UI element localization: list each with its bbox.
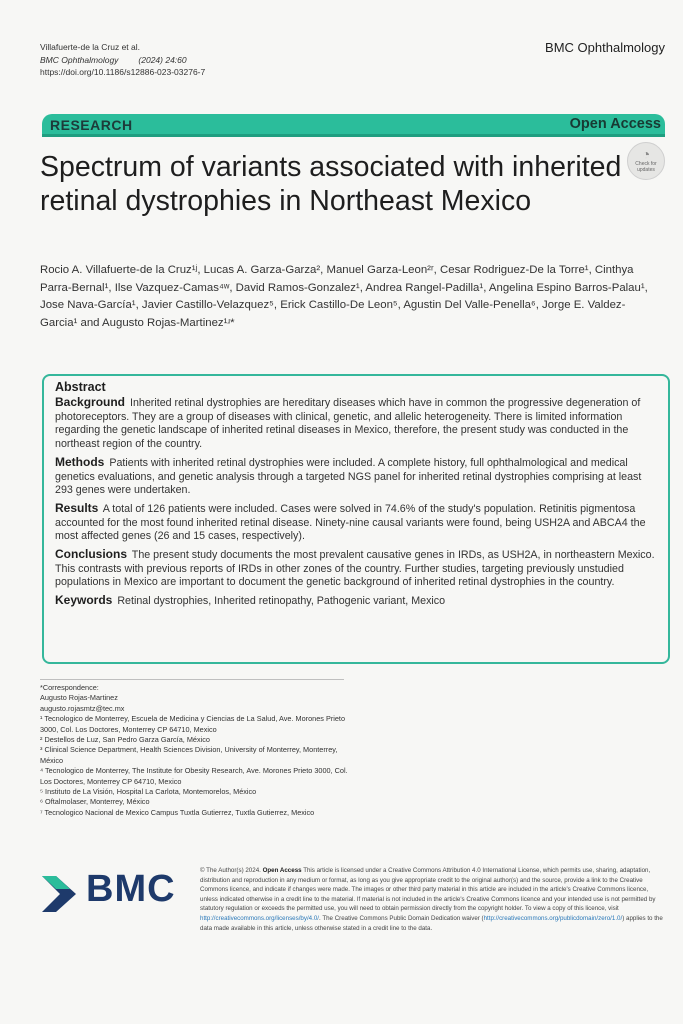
license-mid: . The Creative Commons Public Domain Dedication waiver (	[319, 914, 484, 922]
citation-authors: Villafuerte-de la Cruz et al.	[40, 42, 141, 52]
abstract-heading: Abstract	[55, 380, 106, 394]
section-label: Results	[55, 500, 99, 515]
check-updates-line1: Check for	[635, 161, 657, 167]
journal-brand: BMC Ophthalmology	[545, 40, 665, 55]
article-type-band	[42, 114, 665, 137]
section-text: Inherited retinal dystrophies are hereditary diseases which have in common the progressive degeneration of photoreceptors. They are a group of diseases with clinical, genetic, and allelic heterogeneity. There is limited information regarding the genetic landscape of inherited retinal diseases in Mexico, therefore, the present study was conducted in the northeast region of the country.	[55, 397, 641, 451]
abstract-results	[55, 502, 657, 544]
license-end: ) applies to the data made available in this article, unless otherwise stated in a credit line to the data.	[200, 914, 663, 932]
license-link-cc-by[interactable]: http://creativecommons.org/licenses/by/4.0/	[200, 914, 319, 922]
section-label: Conclusions	[55, 547, 128, 562]
section-label: Keywords	[55, 593, 113, 608]
footnote-divider	[40, 679, 344, 680]
footnote-line: ⁵ Instituto de La Visión, Hospital La Carlota, Montemorelos, México	[40, 787, 257, 797]
footnote-line: *Correspondence:	[40, 683, 99, 692]
license-prefix: © The Author(s) 2024.	[200, 867, 261, 874]
license-open-access: Open Access	[262, 867, 302, 874]
open-access-label: Open Access	[569, 116, 661, 132]
footnote-line: ² Destellos de Luz, San Pedro Garza García, México	[40, 735, 210, 745]
license-text	[200, 866, 664, 933]
citation-volume: (2024) 24:60	[138, 54, 187, 65]
section-text: A total of 126 patients were included. Cases were solved in 74.6% of the study's population. Retinitis pigmentosa accounted for the most found inherited retinal disease. Ninety-nine causal variants were found, being USH2A and ABCA4 the most affected genes (26 and 15 cases, respectively).	[55, 502, 646, 543]
footnote-line: ⁴ Tecnologico de Monterrey, The Institute for Obesity Research, Ave. Morones Prieto 3000, Col. Los Doctores, Monterrey CP 64710, Mexico	[40, 766, 348, 786]
section-text: Patients with inherited retinal dystrophies were included. A complete history, full ophthalmological and medical genetics evaluations, and genetic analysis through a targeted NGS panel for inherited retinal dystrophies comprising at least 293 genes were undertaken.	[55, 456, 642, 497]
license-body: This article is licensed under a Creative Commons Attribution 4.0 International License, which permits use, sharing, adaptation, distribution and reproduction in any medium or format, as long as you give appropriate credit to the original author(s) and the source, provide a link to the Creative Commons licence, and indicate if changes were made. The images or other third party material in this article are included in the article's Creative Commons licence, unless indicated otherwise in a credit line to the material. If material is not included in the article's Creative Commons licence and your intended use is not permitted by statutory regulation or exceeds the permitted use, you will need to obtain permission directly from the copyright holder. To view a copy of this licence, visit	[200, 867, 656, 913]
footnote-line: ⁶ Oftalmolaser, Monterrey, México	[40, 797, 150, 807]
abstract-box	[42, 374, 670, 664]
footnote-line: Augusto Rojas-Martinez	[40, 693, 118, 703]
bmc-logo-text: BMC	[86, 868, 176, 910]
citation-header	[40, 41, 205, 79]
citation-journal: BMC Ophthalmology	[40, 54, 119, 65]
check-updates-icon: ◔	[641, 146, 651, 162]
section-label: Methods	[55, 454, 105, 469]
abstract-methods	[55, 456, 657, 498]
section-text: The present study documents the most prevalent causative genes in IRDs, as USH2A, in northeastern Mexico. This contrasts with previous reports of IRDs in other zones of the country. Further studies, targeting previously unstudied populations in Mexico are important to document the genetic background of inherited retinal dystrophies in the country.	[55, 549, 655, 589]
affiliations	[40, 683, 360, 818]
footnote-line: ⁷ Tecnologico Nacional de Mexico Campus Tuxtla Gutierrez, Tuxtla Gutierrez, Mexico	[40, 807, 315, 817]
check-for-updates-badge[interactable]	[627, 142, 665, 180]
footnote-line: ³ Clinical Science Department, Health Sciences Division, University of Monterrey, Monterrey, México	[40, 745, 338, 765]
check-updates-line2: updates	[637, 166, 655, 173]
section-label: Background	[55, 395, 126, 409]
section-text: Retinal dystrophies, Inherited retinopathy, Pathogenic variant, Mexico	[117, 595, 446, 608]
bmc-logo-icon	[42, 876, 76, 912]
abstract-background	[55, 396, 657, 452]
abstract-conclusions	[55, 548, 657, 590]
doi-link[interactable]: https://doi.org/10.1186/s12886-023-03276-7	[40, 67, 206, 77]
article-type-label: RESEARCH	[50, 117, 133, 133]
license-link-cc-zero[interactable]: http://creativecommons.org/publicdomain/zero/1.0/	[483, 914, 623, 922]
author-list: Rocio A. Villafuerte-de la Cruz¹ʲ, Lucas A. Garza-Garza², Manuel Garza-Leon²ʳ, Cesar Rodriguez-De la Torre¹, Cinthya Parra-Bernal¹, Ilse Vazquez-Camas⁴ʷ, David Ramos-Gonzalez¹, Andrea Rangel-Padilla¹, Angelina Espino Barros-Palau¹, Jose Nava-García¹, Javier Castillo-Velazquez⁵, Erick Castillo-De Leon⁵, Agustin Del Valle-Penella⁶, Jorge E. Valdez-Garcia¹ and Augusto Rojas-Martinez¹ʴ*	[40, 264, 648, 329]
correspondence-email[interactable]: augusto.rojasmtz@tec.mx	[40, 703, 125, 713]
article-title: Spectrum of variants associated with inherited retinal dystrophies in Northeast Mexico	[40, 151, 622, 217]
footnote-line: ¹ Tecnologico de Monterrey, Escuela de Medicina y Ciencias de La Salud, Ave. Morones Prieto 3000, Col. Los Doctores, Monterrey CP 64710, Mexico	[40, 714, 346, 734]
abstract-keywords	[55, 594, 657, 609]
